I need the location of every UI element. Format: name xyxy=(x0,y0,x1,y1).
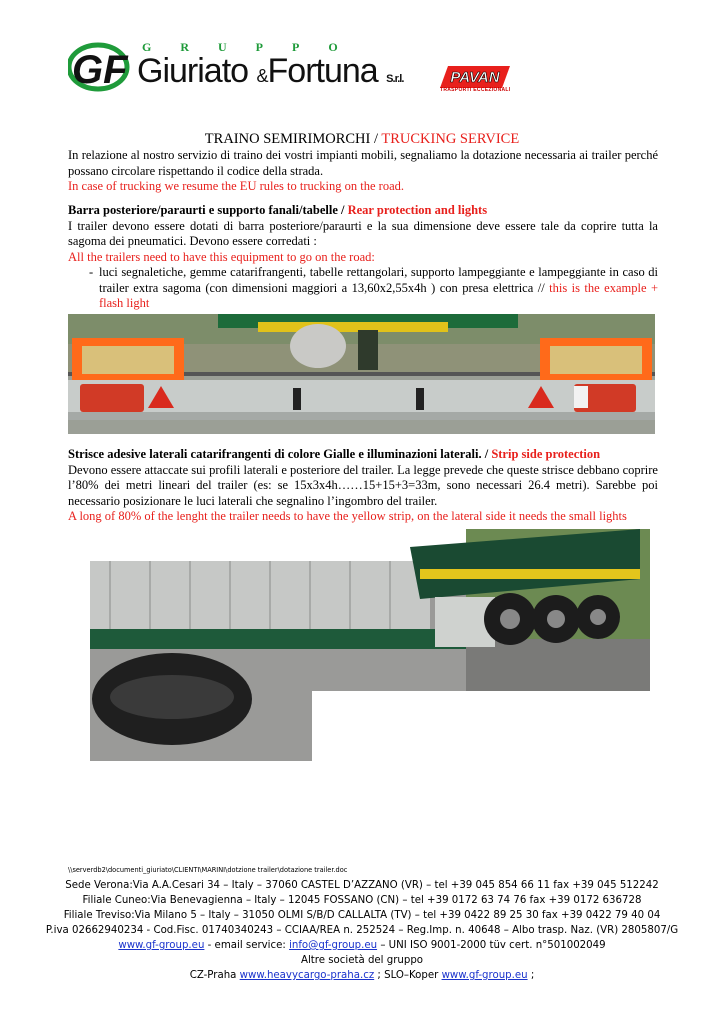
section2-text: Devono essere attaccate sui profili laterali e posteriore del trailer. La legge prevede che queste strisce debbano coprire l’80% dei metri lineari del trailer (es: se 15x3x4h……15+15+3=33m, sono necessari 26.4 metri). Sarebbe poi necessario posizionare le luci laterali che segnalino l’ingombro del trailer. xyxy=(68,462,658,508)
section1-text: I trailer devono essere dotati di barra posteriore/paraurti e la sua dimensione deve essere tale da coprire tutta la sagoma dei pneumatici. Devono essere corredati : xyxy=(68,218,658,248)
bullet-text: luci segnaletiche, gemme catarifrangenti, tabelle rettangolari, supporto lampeggiante e lampeggiante in caso di trailer extra sagoma (con dimensioni maggiori a 13,60x2,55x4h ) con presa elettrica // this is the example + flash light xyxy=(99,265,658,310)
email-link[interactable]: info@gf-group.eu xyxy=(289,940,378,951)
section1-bullet xyxy=(68,265,658,312)
footer-line-group-links: CZ-Praha www.heavycargo-praha.cz ; SLO–Koper www.gf-group.eu ; xyxy=(189,970,535,981)
footer-line-piva: P.iva 02662940234 - Cod.Fisc. 01740340243 – CCIAA/REA n. 252524 – Reg.Imp. n. 40648 – Albo trasp. Naz. (VR) 2805807/G xyxy=(45,925,679,936)
trailer-side-photo xyxy=(90,529,650,761)
document-path: \\serverdb2\documenti_giuriato\CLIENTI\MARINI\dotzione trailer\dotazione trailer.doc xyxy=(68,866,348,874)
section-rear-protection xyxy=(68,203,658,312)
gf-logo xyxy=(68,40,130,92)
page-title: TRAINO SEMIRIMORCHI / TRUCKING SERVICE xyxy=(204,131,520,147)
slo-link[interactable]: www.gf-group.eu xyxy=(441,970,528,981)
section1-note: All the trailers need to have this equipment to go on the road: xyxy=(68,249,375,264)
section-strip-protection xyxy=(68,447,658,525)
intro-italian: In relazione al nostro servizio di traino dei vostri impianti mobili, segnaliamo la dotazione necessaria ai trailer perché possano circolare rispettando il codice della strada. xyxy=(68,148,658,178)
footer-line-contacts: www.gf-group.eu - email service: info@gf-group.eu – UNI ISO 9001-2000 tüv cert. n°501002049 xyxy=(118,940,606,951)
intro-english: In case of trucking we resume the EU rules to trucking on the road. xyxy=(68,179,405,193)
gruppo-label: GRUPPO xyxy=(142,40,367,54)
section2-heading: Strisce adesive laterali catarifrangenti di colore Gialle e illuminazioni laterali. / Strip side protection xyxy=(68,447,601,461)
web-link[interactable]: www.gf-group.eu xyxy=(118,940,205,951)
intro xyxy=(68,148,658,195)
footer-group-label: Altre società del gruppo xyxy=(300,955,424,966)
svg-text:GF: GF xyxy=(72,48,128,92)
bullet-marker: - xyxy=(89,265,94,279)
pavan-subtitle: TRASPORTI ECCEZIONALI xyxy=(440,87,511,93)
section2-note: A long of 80% of the lenght the trailer needs to have the yellow strip, on the lateral side it needs the small lights xyxy=(68,509,627,523)
footer-line-treviso: Filiale Treviso:Via Milano 5 – Italy – 31050 OLMI S/B/D CALLALTA (TV) – tel +39 0422 89 25 30 fax +39 0422 79 40 04 xyxy=(63,910,661,921)
cz-link[interactable]: www.heavycargo-praha.cz xyxy=(239,970,375,981)
section1-heading: Barra posteriore/paraurti e supporto fanali/tabelle / Rear protection and lights xyxy=(68,203,488,217)
pavan-logo xyxy=(440,66,510,88)
company-name: Giuriato &Fortuna S.r.l. xyxy=(137,52,404,90)
svg-text:PAVAN: PAVAN xyxy=(450,69,500,86)
footer xyxy=(0,878,724,983)
footer-line-cuneo: Filiale Cuneo:Via Benevagienna – Italy – 12045 FOSSANO (CN) – tel +39 0172 63 74 76 fax +39 0172 636728 xyxy=(82,895,642,906)
footer-line-verona: Sede Verona:Via A.A.Cesari 34 – Italy – 37060 CASTEL D’AZZANO (VR) – tel +39 045 854 66 11 fax +39 045 512242 xyxy=(65,880,659,891)
rear-bumper-photo xyxy=(68,314,655,434)
